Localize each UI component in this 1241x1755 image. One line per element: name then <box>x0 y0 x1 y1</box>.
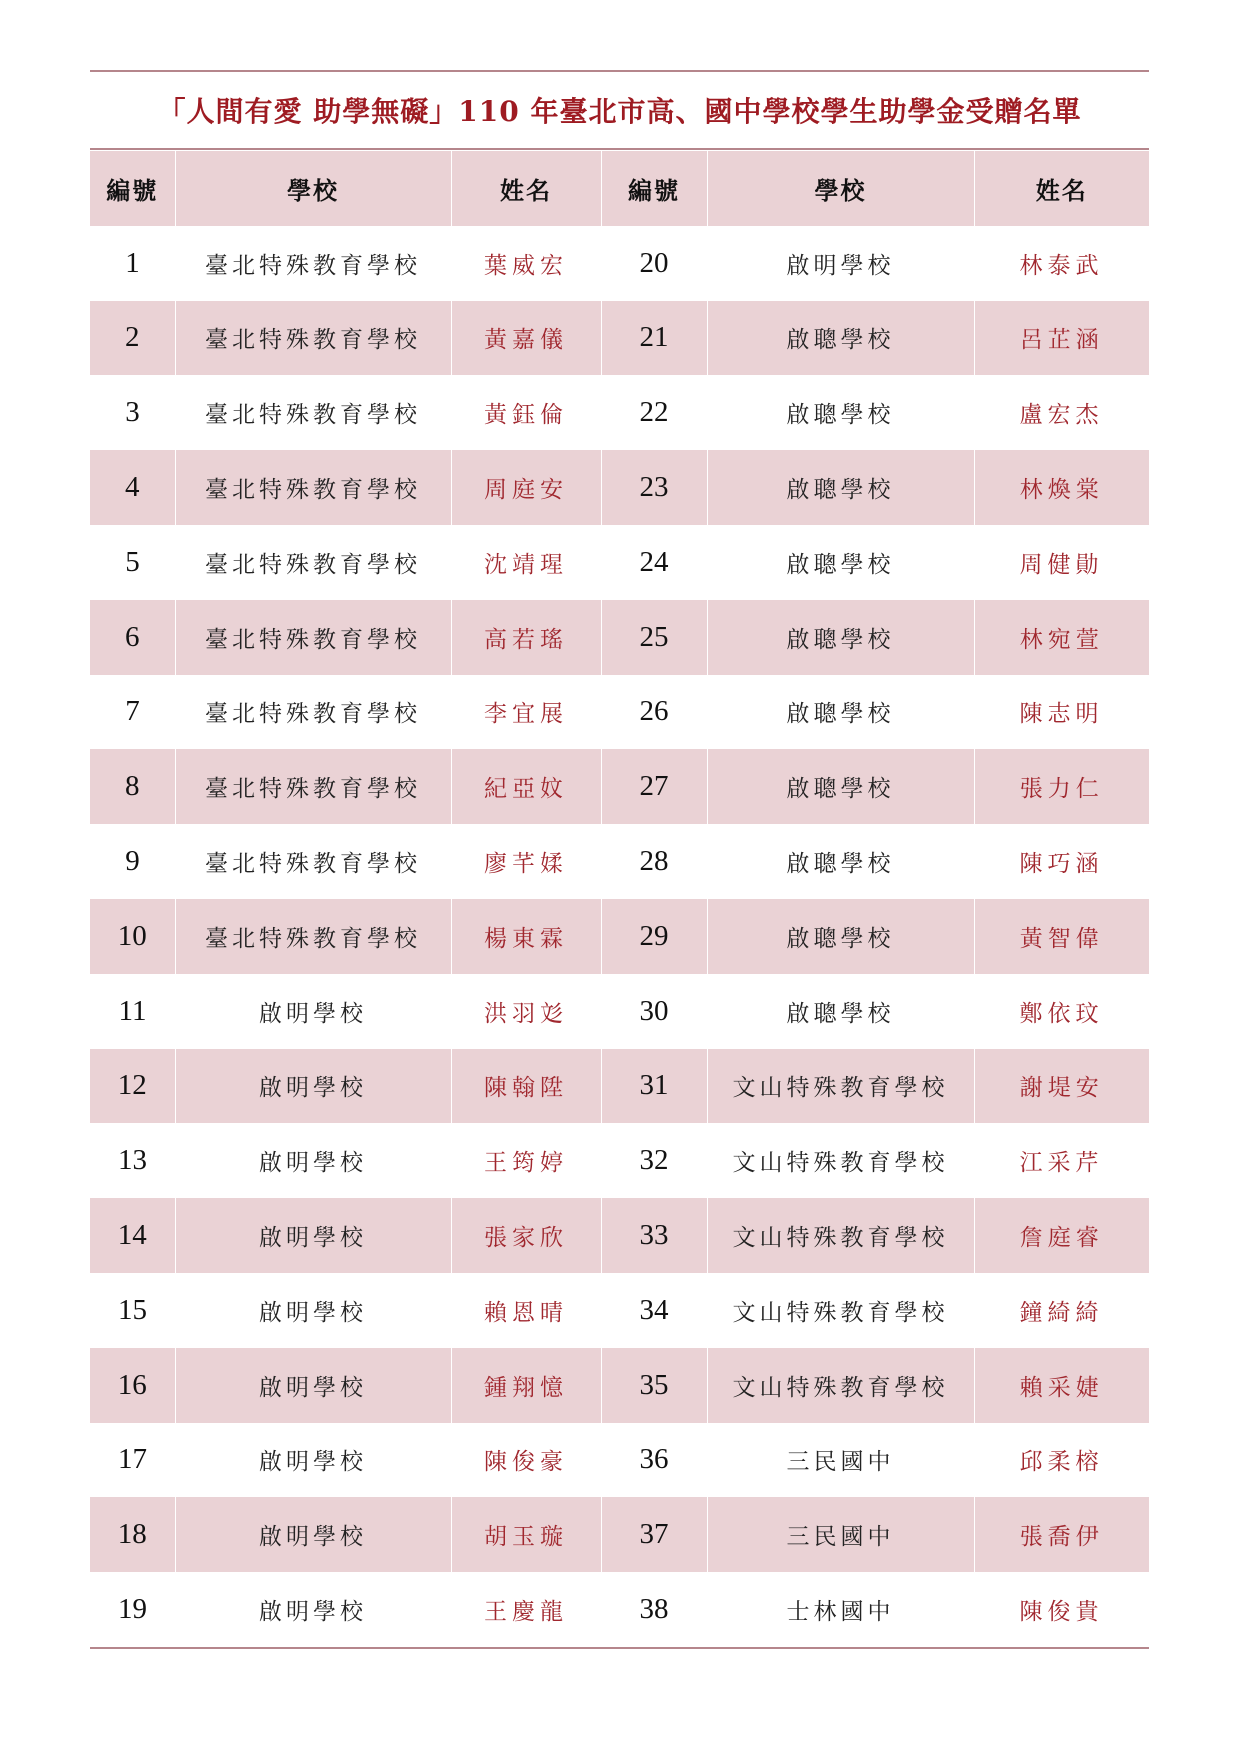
row-school-right: 啟聰學校 <box>707 899 974 974</box>
table-row <box>90 1273 1149 1348</box>
row-recipient-name-right: 盧宏杰 <box>1019 402 1104 429</box>
row-number-right: 21 <box>601 301 707 376</box>
row-recipient-name-left: 王慶龍 <box>451 1572 601 1648</box>
row-recipient-name-right: 呂芷涵 <box>1019 327 1104 354</box>
row-number-right: 26 <box>639 695 669 728</box>
row-recipient-name-right: 江采芹 <box>1019 1150 1104 1177</box>
row-recipient-name-left: 陳翰陞 <box>451 1049 601 1124</box>
header-number-right: 編號 <box>601 151 707 226</box>
row-number-left: 10 <box>90 899 175 974</box>
row-number-right: 27 <box>601 749 707 824</box>
row-number-right: 22 <box>639 396 669 429</box>
row-school-right: 啟聰學校 <box>786 851 895 878</box>
row-recipient-name-right: 周健勛 <box>1019 551 1104 578</box>
document-page <box>90 70 1149 1649</box>
row-school-left: 臺北特殊教育學校 <box>175 899 451 974</box>
row-school-right: 三民國中 <box>786 1449 895 1476</box>
row-number-right: 30 <box>639 994 669 1027</box>
row-recipient-name-left: 周庭安 <box>451 450 601 525</box>
row-recipient-name-left: 鍾翔憶 <box>451 1348 601 1423</box>
table-row <box>90 1423 1149 1498</box>
row-number-left: 13 <box>118 1144 147 1177</box>
row-school-left: 臺北特殊教育學校 <box>175 450 451 525</box>
row-school-right: 士林國中 <box>707 1572 974 1648</box>
row-school-right: 啟聰學校 <box>786 402 895 429</box>
row-recipient-name-left: 楊東霖 <box>451 899 601 974</box>
row-number-left: 9 <box>125 845 140 878</box>
table-header-row <box>90 151 1149 226</box>
row-recipient-name-right: 黃智偉 <box>1019 925 1104 952</box>
row-number-left: 7 <box>125 695 140 728</box>
row-number-left: 18 <box>90 1497 175 1572</box>
row-school-right: 啟聰學校 <box>707 450 974 525</box>
row-number-right: 35 <box>601 1348 707 1423</box>
header-school-left: 學校 <box>175 151 451 226</box>
row-school-right: 文山特殊教育學校 <box>707 1348 974 1423</box>
table-row <box>90 749 1149 824</box>
row-number-left: 5 <box>125 545 140 578</box>
row-school-right: 啟聰學校 <box>786 1000 895 1027</box>
table-row <box>90 824 1149 899</box>
header-school-right: 學校 <box>707 151 974 226</box>
row-recipient-name-left: 張家欣 <box>451 1198 601 1273</box>
row-number-left: 3 <box>125 396 140 429</box>
row-school-left: 臺北特殊教育學校 <box>175 749 451 824</box>
row-recipient-name-left: 高若瑤 <box>451 600 601 675</box>
row-school-right: 三民國中 <box>707 1497 974 1572</box>
row-number-left: 8 <box>90 749 175 824</box>
row-recipient-name-left: 賴恩晴 <box>484 1299 568 1326</box>
row-school-right: 文山特殊教育學校 <box>732 1150 949 1177</box>
row-recipient-name-right: 邱柔榕 <box>1019 1449 1104 1476</box>
table-row <box>90 525 1149 600</box>
row-number-right: 36 <box>639 1443 669 1476</box>
row-school-right: 啟明學校 <box>786 252 895 279</box>
row-number-left: 4 <box>90 450 175 525</box>
row-school-left: 啟明學校 <box>175 1348 451 1423</box>
row-school-right: 文山特殊教育學校 <box>707 1198 974 1273</box>
table-row <box>90 1497 1149 1572</box>
row-school-right: 文山特殊教育學校 <box>707 1049 974 1124</box>
row-school-left: 啟明學校 <box>175 1572 451 1648</box>
row-school-right: 啟聰學校 <box>707 600 974 675</box>
row-recipient-name-right: 鄭依玟 <box>1019 1000 1104 1027</box>
recipient-table <box>90 151 1149 1649</box>
row-recipient-name-right: 林宛萱 <box>1019 626 1104 653</box>
row-recipient-name-left: 廖芊媃 <box>484 851 568 878</box>
row-recipient-name-left: 紀亞妏 <box>451 749 601 824</box>
row-number-right: 20 <box>639 246 669 279</box>
row-recipient-name-right: 陳俊貴 <box>974 1572 1149 1648</box>
row-recipient-name-right: 陳巧涵 <box>1019 851 1104 878</box>
table-row <box>90 1198 1149 1273</box>
row-number-left: 6 <box>90 600 175 675</box>
row-school-left: 臺北特殊教育學校 <box>205 252 421 279</box>
table-row <box>90 1123 1149 1198</box>
row-number-left: 19 <box>90 1572 175 1648</box>
row-school-left: 啟明學校 <box>259 1449 367 1476</box>
row-recipient-name-left: 沈靖瑆 <box>484 551 568 578</box>
row-number-left: 1 <box>125 246 140 279</box>
header-name-right: 姓名 <box>1035 175 1088 205</box>
row-recipient-name-left: 王筠婷 <box>484 1150 568 1177</box>
row-school-left: 臺北特殊教育學校 <box>175 301 451 376</box>
row-school-right: 啟聰學校 <box>707 749 974 824</box>
row-recipient-name-left: 胡玉璇 <box>451 1497 601 1572</box>
table-row <box>90 1049 1149 1124</box>
row-school-right: 啟聰學校 <box>707 301 974 376</box>
row-recipient-name-right: 詹庭睿 <box>1019 1225 1104 1252</box>
row-school-left: 啟明學校 <box>175 1198 451 1273</box>
row-school-left: 啟明學校 <box>259 1000 367 1027</box>
header-name-left: 姓名 <box>451 151 601 226</box>
row-recipient-name-left: 李宜展 <box>484 701 568 728</box>
row-recipient-name-right: 陳志明 <box>1019 701 1104 728</box>
row-recipient-name-right: 謝堤安 <box>1019 1075 1104 1102</box>
row-number-left: 14 <box>90 1198 175 1273</box>
row-school-left: 啟明學校 <box>259 1150 367 1177</box>
row-number-right: 23 <box>601 450 707 525</box>
row-number-left: 15 <box>118 1293 147 1326</box>
row-recipient-name-left: 葉威宏 <box>484 252 568 279</box>
row-number-right: 34 <box>639 1293 669 1326</box>
row-number-right: 29 <box>601 899 707 974</box>
row-school-left: 啟明學校 <box>175 1049 451 1124</box>
row-number-right: 32 <box>639 1144 669 1177</box>
row-recipient-name-right: 林泰武 <box>1019 252 1104 279</box>
row-recipient-name-left: 黃鈺倫 <box>484 402 568 429</box>
row-recipient-name-right: 張力仁 <box>1019 776 1104 803</box>
table-row <box>90 899 1149 974</box>
table-row <box>90 301 1149 376</box>
table-body <box>90 226 1149 1648</box>
row-number-left: 2 <box>90 301 175 376</box>
table-row <box>90 450 1149 525</box>
row-recipient-name-left: 陳俊豪 <box>484 1449 568 1476</box>
table-row <box>90 375 1149 450</box>
row-school-left: 臺北特殊教育學校 <box>205 701 421 728</box>
row-recipient-name-right: 鐘綺綺 <box>1019 1299 1104 1326</box>
row-recipient-name-right: 賴采婕 <box>1019 1374 1104 1401</box>
table-row <box>90 1348 1149 1423</box>
row-number-right: 37 <box>601 1497 707 1572</box>
row-number-right: 28 <box>639 845 669 878</box>
row-school-right: 文山特殊教育學校 <box>732 1299 949 1326</box>
row-number-right: 24 <box>639 545 669 578</box>
row-school-left: 臺北特殊教育學校 <box>205 851 421 878</box>
table-row <box>90 974 1149 1049</box>
title-banner <box>90 70 1149 150</box>
row-school-left: 臺北特殊教育學校 <box>175 600 451 675</box>
header-number-left: 編號 <box>90 151 175 226</box>
row-recipient-name-right: 張喬伊 <box>1019 1524 1104 1551</box>
row-school-left: 啟明學校 <box>175 1497 451 1572</box>
row-number-right: 25 <box>601 600 707 675</box>
row-number-right: 31 <box>601 1049 707 1124</box>
row-recipient-name-left: 黃嘉儀 <box>451 301 601 376</box>
table-row <box>90 600 1149 675</box>
row-number-left: 11 <box>118 994 147 1027</box>
row-school-left: 啟明學校 <box>259 1299 367 1326</box>
document-title: 「人間有愛 助學無礙」110 年臺北市高、國中學校學生助學金受贈名單 <box>157 95 1082 128</box>
row-recipient-name-left: 洪羽彣 <box>484 1000 568 1027</box>
row-number-right: 33 <box>601 1198 707 1273</box>
row-number-right: 38 <box>601 1572 707 1648</box>
row-recipient-name-right: 林煥棠 <box>1019 477 1104 504</box>
row-number-left: 16 <box>90 1348 175 1423</box>
row-school-right: 啟聰學校 <box>786 551 895 578</box>
table-row <box>90 226 1149 301</box>
row-school-right: 啟聰學校 <box>786 701 895 728</box>
row-school-left: 臺北特殊教育學校 <box>205 402 421 429</box>
row-school-left: 臺北特殊教育學校 <box>205 551 421 578</box>
row-number-left: 12 <box>90 1049 175 1124</box>
table-row <box>90 675 1149 750</box>
row-number-left: 17 <box>118 1443 147 1476</box>
table-row <box>90 1572 1149 1648</box>
